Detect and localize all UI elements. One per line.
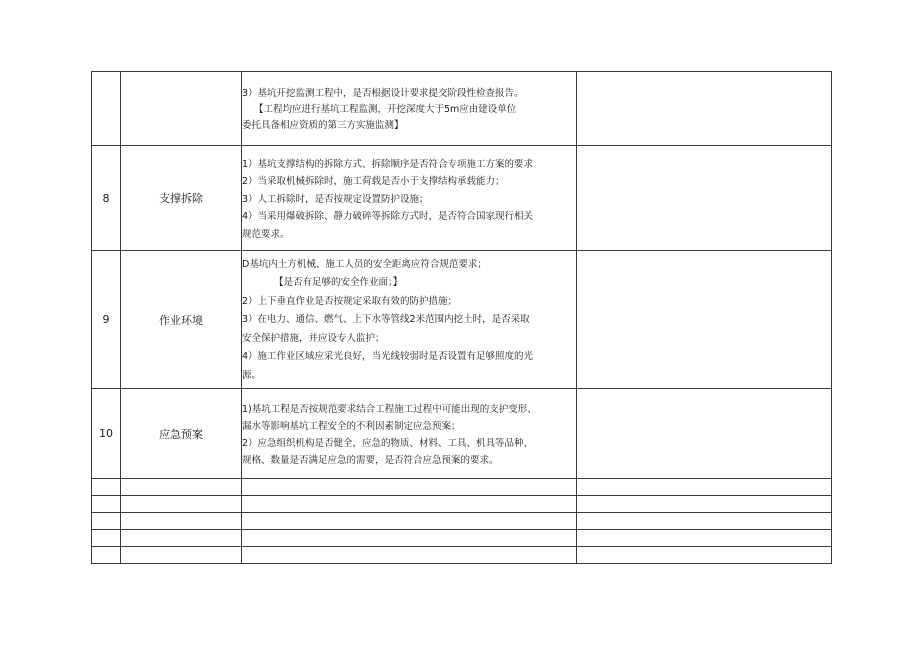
empty-cell — [92, 530, 121, 547]
empty-row — [92, 496, 832, 513]
row-number-cell: 9 — [92, 251, 121, 389]
empty-cell — [242, 496, 577, 513]
content-line: 【是否有足够的安全作业面；】 — [274, 277, 403, 289]
empty-cell — [92, 479, 121, 496]
content-line: 3）基坑开挖监测工程中，是否根据设计要求提交阶段性检查报告。 — [242, 88, 524, 99]
row-number-cell: 10 — [92, 389, 121, 479]
content-line: 规范要求。 — [242, 228, 290, 240]
empty-cell — [577, 547, 832, 564]
content-line: 2）上下垂直作业是否按规定采取有效的防护措施； — [242, 295, 458, 307]
table-row — [92, 146, 832, 251]
content-line: 1）基坑支撑结构的拆除方式、拆除顺序是否符合专项施工方案的要求 — [242, 158, 534, 170]
remark-cell — [577, 72, 832, 146]
item-name-cell — [121, 72, 242, 146]
content-line: 4）当采用爆破拆除、静力破碎等拆除方式时，是否符合国家现行相关 — [242, 211, 534, 223]
remark-cell — [577, 251, 832, 389]
empty-cell — [242, 479, 577, 496]
content-line: D基坑内土方机械、施工人员的安全距离应符合规范要求； — [242, 258, 487, 270]
empty-cell — [92, 547, 121, 564]
content-line: 2）应急组织机构是否健全，应急的物质、材料、工具、机具等品种、 — [242, 438, 534, 449]
check-content-cell — [242, 251, 577, 389]
empty-cell — [92, 513, 121, 530]
table-row — [92, 389, 832, 479]
empty-cell — [577, 530, 832, 547]
row-number-cell — [92, 72, 121, 146]
content-line: 3）在电力、通信、燃气、上下水等管线2米范围内挖土时，是否采取 — [242, 314, 530, 326]
table-row — [92, 72, 832, 146]
content-line: 2）当采取机械拆除时，施工荷载是否小于支撑结构承载能力； — [242, 176, 505, 188]
item-name-cell: 作业环境 — [121, 251, 242, 389]
empty-cell — [92, 496, 121, 513]
check-content-cell — [242, 389, 577, 479]
empty-cell — [577, 479, 832, 496]
empty-row — [92, 479, 832, 496]
empty-cell — [242, 530, 577, 547]
check-content-cell — [242, 146, 577, 251]
empty-row — [92, 530, 832, 547]
remark-cell — [577, 146, 832, 251]
table-row — [92, 251, 832, 389]
empty-cell — [577, 496, 832, 513]
empty-cell — [121, 496, 242, 513]
content-line: 漏水等影响基坑工程安全的不利因素制定应急预案； — [242, 421, 461, 432]
empty-row — [92, 513, 832, 530]
item-name-cell: 支撑拆除 — [121, 146, 242, 251]
remark-cell — [577, 389, 832, 479]
empty-row — [92, 547, 832, 564]
empty-cell — [121, 479, 242, 496]
empty-cell — [121, 513, 242, 530]
content-line: 源。 — [242, 369, 262, 381]
item-name-cell: 应急预案 — [121, 389, 242, 479]
content-line: 3）人工拆除时，是否按规定设置防护设施； — [242, 193, 429, 205]
inspection-table — [91, 71, 832, 564]
content-line: 规格、数量是否满足应急的需要，是否符合应急预案的要求。 — [242, 455, 499, 466]
empty-cell — [242, 513, 577, 530]
empty-cell — [242, 547, 577, 564]
empty-cell — [577, 513, 832, 530]
check-content-cell — [242, 72, 577, 146]
row-number-cell: 8 — [92, 146, 121, 251]
content-line: 安全保护措施，并应设专人监护； — [242, 332, 385, 344]
content-line: 【工程均应进行基坑工程监测，开挖深度大于5m应由建设单位 — [254, 104, 517, 115]
empty-cell — [121, 547, 242, 564]
content-line: 委托具备相应资质的第三方实施监测】 — [242, 120, 404, 131]
empty-cell — [121, 530, 242, 547]
content-line: 4）施工作业区域应采光良好，当光线较弱时是否设置有足够照度的光 — [242, 351, 534, 363]
content-line: 1)基坑工程是否按规范要求结合工程施工过程中可能出现的支护变形、 — [242, 404, 537, 415]
